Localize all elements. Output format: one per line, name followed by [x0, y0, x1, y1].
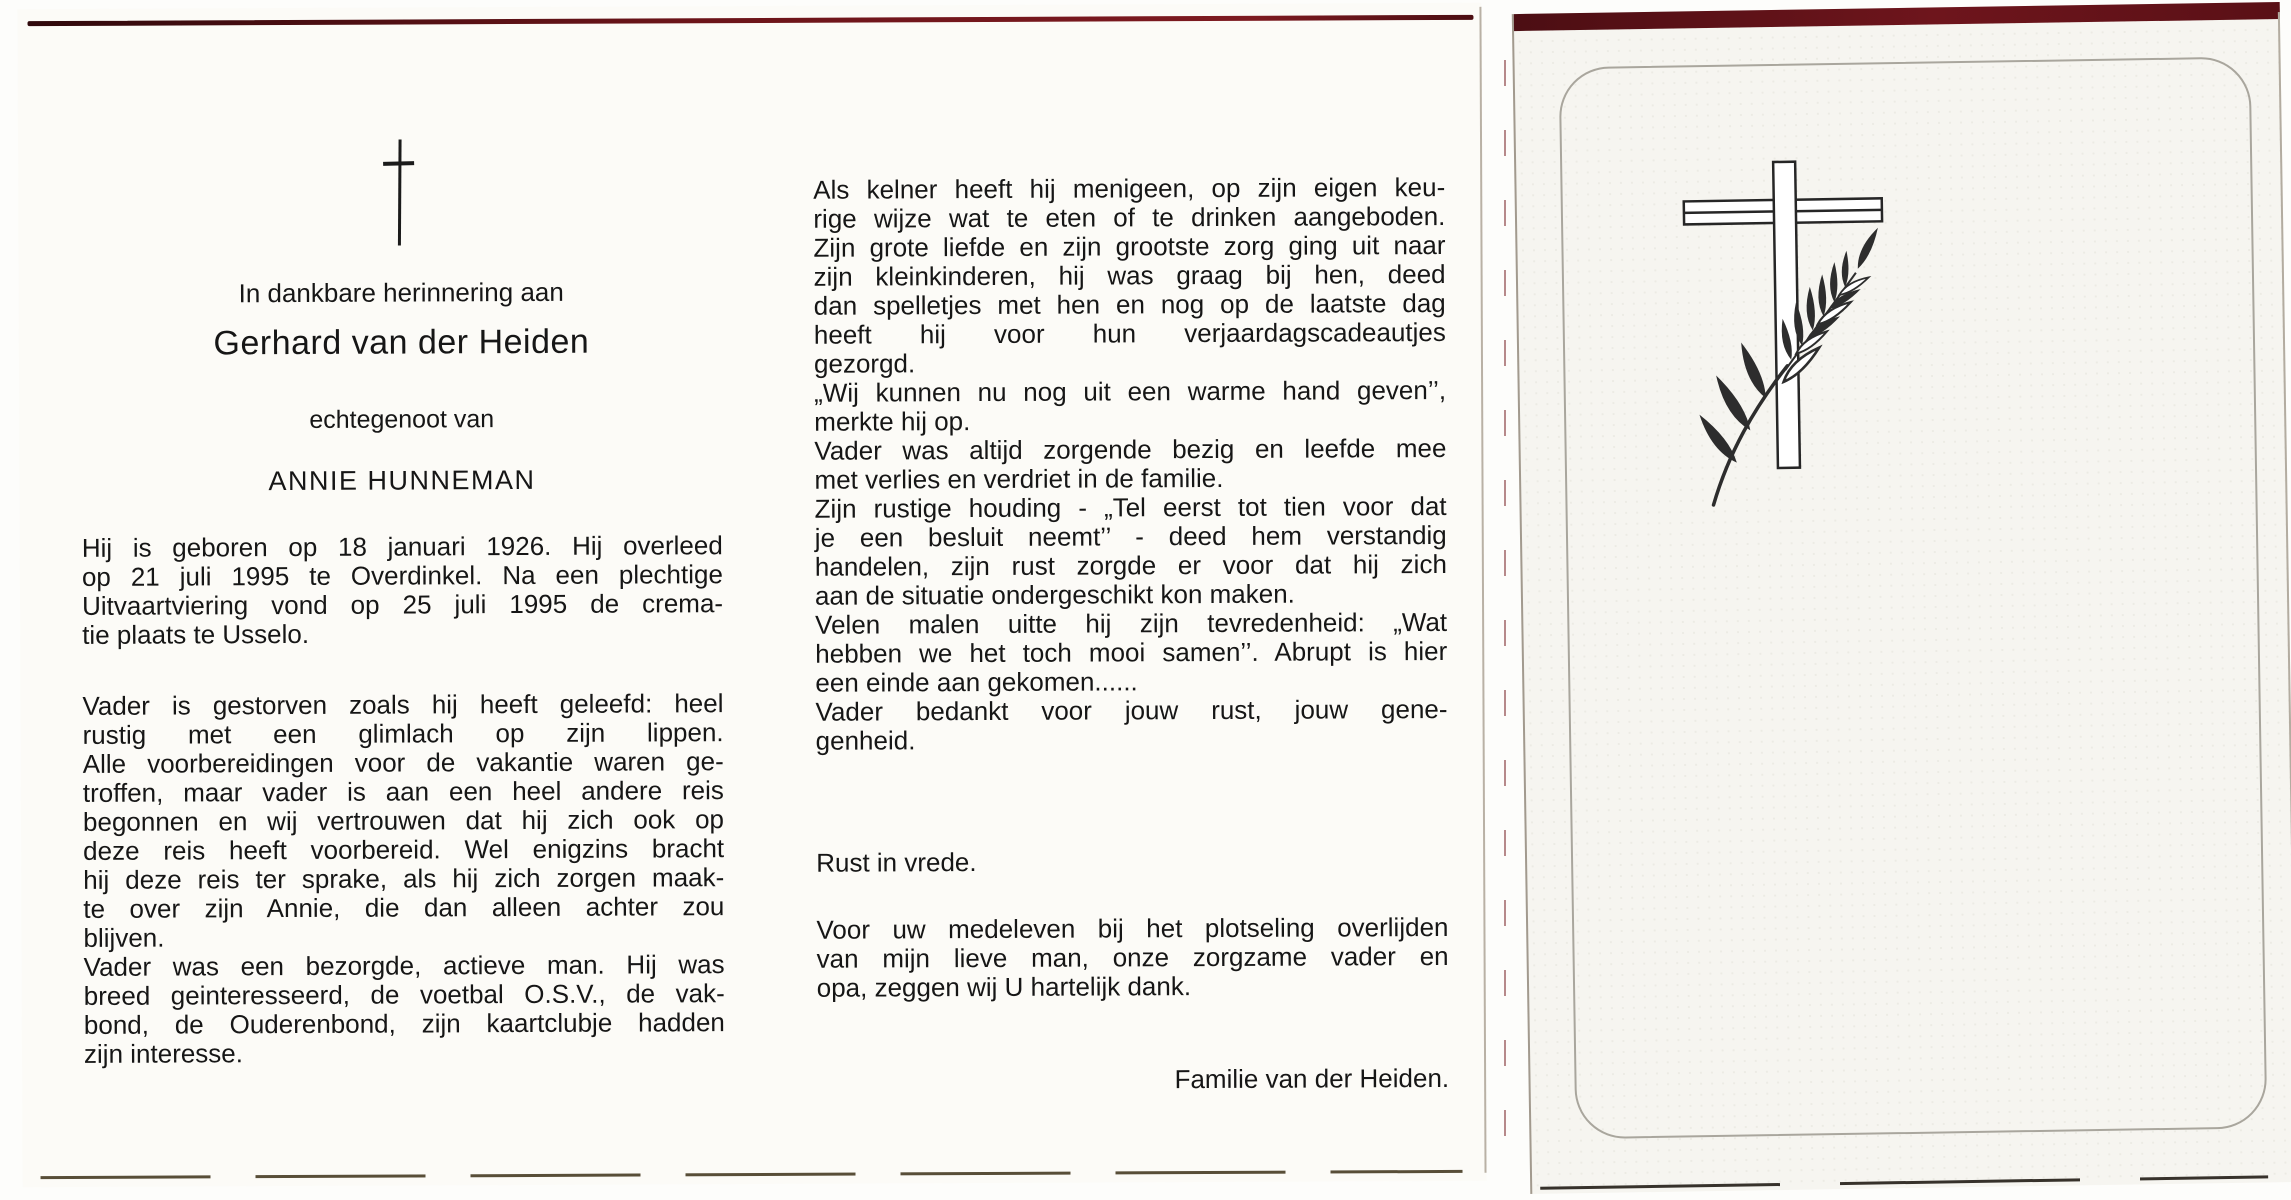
cross-with-wheat-icon: [1634, 147, 1971, 572]
right-column: [813, 173, 1449, 1186]
signature: Familie van der Heiden.: [1174, 1062, 1450, 1095]
text-line: heeft hij voor hun verjaardagscadeautjes: [813, 316, 1446, 350]
text-line: deze reis heeft voorbereid. Wel enigzins bracht: [83, 833, 725, 866]
deceased-name: Gerhard van der Heiden: [213, 322, 590, 363]
text-line: met verlies en verdriet in de familie.: [814, 462, 1224, 495]
paragraph-warm-hand-quote: [814, 376, 1446, 437]
spouse-name: ANNIE HUNNEMAN: [268, 464, 536, 497]
left-page-top-edge: [27, 15, 1473, 26]
text-line: op 21 juli 1995 te Overdinkel. Na een plechtige: [81, 559, 723, 592]
paragraph-caring: [814, 434, 1446, 495]
text-line: begonnen en wij vertrouwen dat hij zich ook op: [82, 804, 725, 837]
text-line: Zijn grote liefde en zijn grootste zorg ging uit naar: [813, 229, 1446, 263]
text-line: opa, zeggen wij U hartelijk dank.: [816, 971, 1192, 1003]
text-line: gezorgd.: [813, 348, 916, 379]
text-line: Zijn rustige houding - „Tel eerst tot tien voor dat: [814, 490, 1447, 524]
text-line: dan spelletjes met hen en nog op de laatste dag: [813, 287, 1446, 321]
cross-vertical-bar: [398, 140, 402, 246]
left-column: [80, 126, 726, 1189]
text-line: merkte hij op.: [814, 406, 971, 437]
relation-line: echtegenoot van: [309, 405, 495, 434]
text-line: rustig met een glimlach op zijn lippen.: [82, 717, 724, 750]
text-line: bond, de Ouderenbond, zijn kaartclubje hadden: [83, 1007, 725, 1040]
text-line: hij deze reis ter sprake, als hij zich zorgen maak-: [83, 862, 725, 895]
text-line: Hij is geboren op 18 januari 1926. Hij overleed: [81, 530, 723, 563]
paragraph-gratitude: [815, 695, 1447, 756]
text-line: Vader is gestorven zoals hij heeft geleefd: heel: [82, 688, 724, 721]
text-line: je een besluit neemt’’ - deed hem verstandig: [814, 519, 1447, 553]
text-line: Voor uw medeleven bij het plotseling overlijden: [816, 911, 1449, 945]
text-line: een einde aan gekomen......: [815, 666, 1138, 698]
text-line: Alle voorbereidingen voor de vakantie waren ge-: [82, 746, 724, 779]
text-line: hebben we het toch mooi samen’’. Abrupt is hier: [815, 635, 1448, 669]
right-page: [1512, 2, 2291, 1194]
closing-line: Rust in vrede.: [816, 847, 977, 878]
text-line: Als kelner heeft hij menigeen, op zijn eigen keu-: [813, 171, 1446, 205]
memorial-intro: In dankbare herinnering aan: [238, 276, 564, 309]
text-line: zijn interesse.: [83, 1038, 244, 1069]
paragraph-contentment: [815, 608, 1447, 698]
right-page-right-edge: [2278, 12, 2291, 1174]
text-line: Vader was een bezorgde, actieve man. Hij was: [83, 949, 725, 982]
text-line: blijven.: [83, 922, 165, 953]
paragraph-thanks: [816, 913, 1448, 1003]
cross-horizontal-bar: [383, 161, 414, 166]
text-line: aan de situatie ondergeschikt kon maken.: [814, 578, 1295, 611]
text-line: rige wijze wat te eten of te drinken aangeboden.: [813, 200, 1446, 234]
right-page-bottom-edge: [1540, 1175, 2268, 1189]
paragraph-birth-death: [82, 531, 724, 650]
paragraph-interests: [84, 950, 726, 1069]
text-line: Vader bedankt voor jouw rust, jouw gene-: [815, 693, 1448, 727]
text-line: Velen malen uitte hij zijn tevredenheid: „Wat: [815, 606, 1448, 640]
text-line: te over zijn Annie, die dan alleen achter zou: [83, 891, 725, 924]
text-line: handelen, zijn rust zorgde er voor dat hij zich: [814, 548, 1447, 582]
spine-shadow: [1504, 60, 1506, 1160]
text-line: troffen, maar vader is aan een heel andere reis: [82, 775, 724, 808]
right-page-top-edge: [1514, 2, 2280, 31]
text-line: van mijn lieve man, onze zorgzame vader en: [816, 940, 1449, 974]
text-line: Vader was altijd zorgende bezig en leefde mee: [814, 432, 1447, 466]
text-line: zijn kleinkinderen, hij was graag bij hen, deed: [813, 258, 1446, 292]
text-line: genheid.: [815, 725, 916, 756]
paragraph-calm-attitude: [815, 492, 1448, 611]
text-line: tie plaats te Usselo.: [82, 618, 310, 650]
left-page-right-edge: [1479, 7, 1486, 1173]
left-page: [17, 3, 1486, 1187]
paragraph-waiter-grandchildren: [813, 173, 1446, 379]
text-line: breed geinteresseerd, de voetbal O.S.V., de vak-: [83, 978, 725, 1011]
small-cross-icon: [377, 139, 421, 249]
text-line: Uitvaartviering vond op 25 juli 1995 de crema-: [81, 588, 724, 621]
paragraph-passing: [82, 689, 724, 953]
text-line: „Wij kunnen nu nog uit een warme hand geven’’,: [814, 374, 1447, 408]
